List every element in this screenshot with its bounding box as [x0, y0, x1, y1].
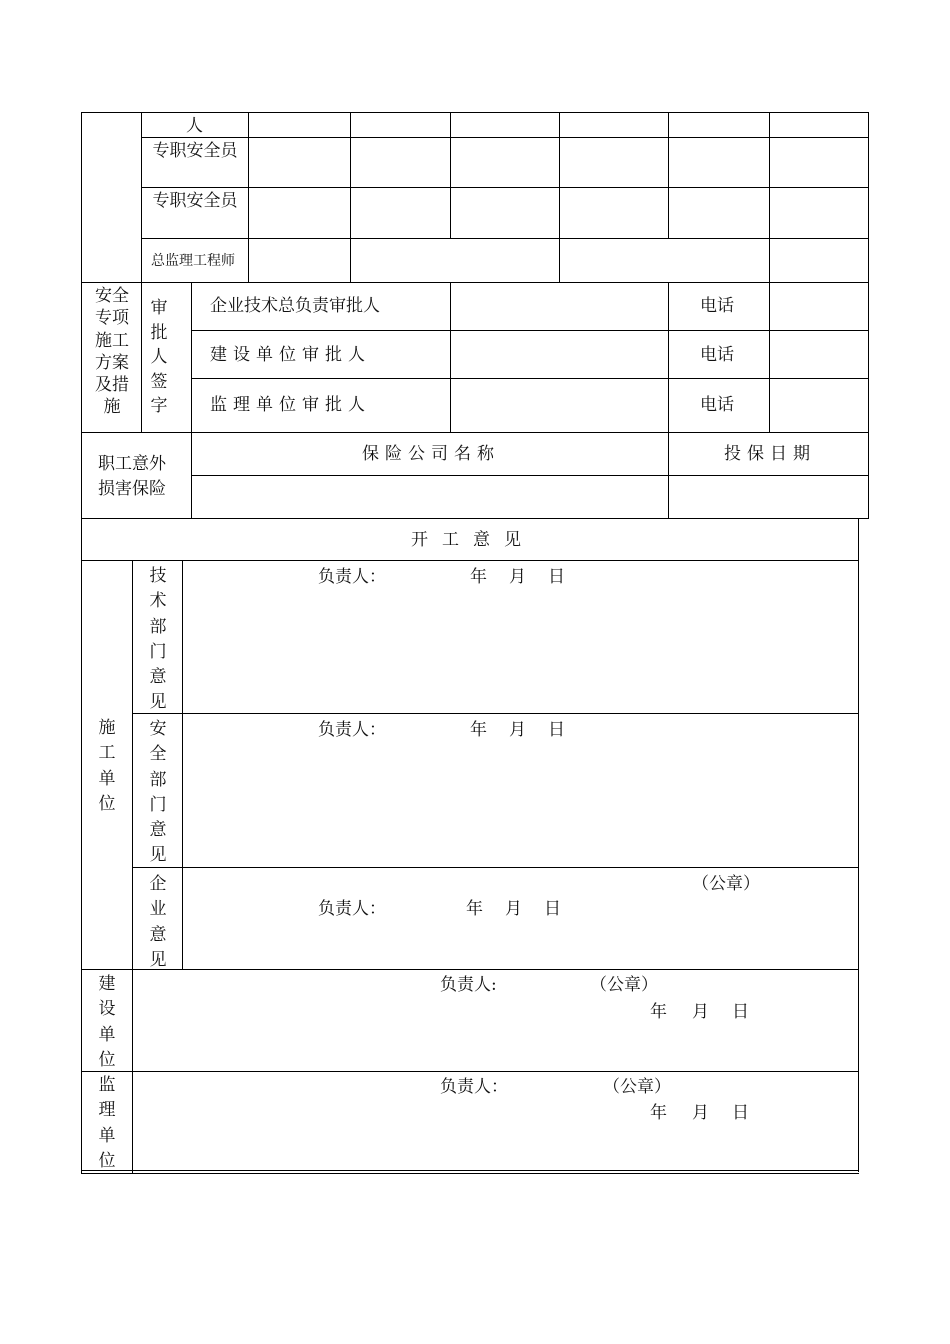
owner-unit-seal: （公章）: [590, 975, 658, 995]
insurance-label-line1: 职工意外: [98, 454, 166, 474]
construction-unit-label: 施工单位: [98, 718, 116, 814]
approver-row-enterprise-tech: 企业技术总负责审批人: [210, 296, 380, 316]
safety-dept-label: 安全部门意见: [149, 719, 167, 866]
supervision-unit-day: 日: [732, 1103, 749, 1123]
phone-label-2: 电话: [700, 345, 734, 365]
owner-unit-responsible: 负责人:: [440, 975, 497, 995]
supervision-unit-seal: （公章）: [603, 1077, 671, 1097]
insured-date-header: 投保日期: [724, 444, 816, 464]
enterprise-day: 日: [544, 899, 561, 919]
safety-plan-label: 安全专项施工方案及措施: [95, 286, 129, 418]
approver-row-owner: 建设单位审批人: [210, 345, 371, 365]
safety-dept-responsible: 负责人：: [318, 720, 386, 740]
insurance-company-header: 保险公司名称: [362, 444, 500, 464]
owner-unit-month: 月: [692, 1002, 709, 1022]
supervision-unit-month: 月: [692, 1103, 709, 1123]
enterprise-label: 企业意见: [149, 874, 167, 970]
row-label-safety-officer-1: [148, 140, 242, 163]
row-label-safety-officer-2: [148, 190, 242, 213]
enterprise-seal: （公章）: [692, 874, 760, 894]
start-opinion-title: 开工意见: [411, 530, 535, 550]
owner-unit-day: 日: [732, 1002, 749, 1022]
safety-officer-2-text: 专职安全员: [152, 191, 238, 211]
approver-row-supervision: 监理单位审批人: [210, 395, 371, 415]
safety-dept-month: 月: [509, 720, 526, 740]
enterprise-responsible: 负责人：: [318, 899, 386, 919]
supervision-unit-label: 监理单位: [98, 1075, 116, 1171]
owner-unit-year: 年: [650, 1002, 667, 1022]
tech-dept-responsible: 负责人：: [318, 567, 386, 587]
safety-dept-year: 年: [470, 720, 487, 740]
tech-dept-month: 月: [509, 567, 526, 587]
safety-officer-1-text: 专职安全员: [152, 141, 238, 161]
tech-dept-year: 年: [470, 567, 487, 587]
enterprise-year: 年: [466, 899, 483, 919]
insurance-label-line2: 损害保险: [98, 479, 166, 499]
supervision-unit-year: 年: [650, 1103, 667, 1123]
row-label-ren: 人: [186, 116, 203, 136]
enterprise-month: 月: [505, 899, 522, 919]
tech-dept-day: 日: [548, 567, 565, 587]
phone-label-1: 电话: [700, 296, 734, 316]
owner-unit-label: 建设单位: [98, 974, 116, 1070]
row-label-chief-supervisor: 总监理工程师: [151, 253, 235, 269]
safety-dept-day: 日: [548, 720, 565, 740]
supervision-unit-responsible: 负责人：: [440, 1077, 508, 1097]
tech-dept-label: 技术部门意见: [149, 566, 167, 713]
approver-sign-label: 审批人签字: [150, 298, 168, 416]
phone-label-3: 电话: [700, 395, 734, 415]
